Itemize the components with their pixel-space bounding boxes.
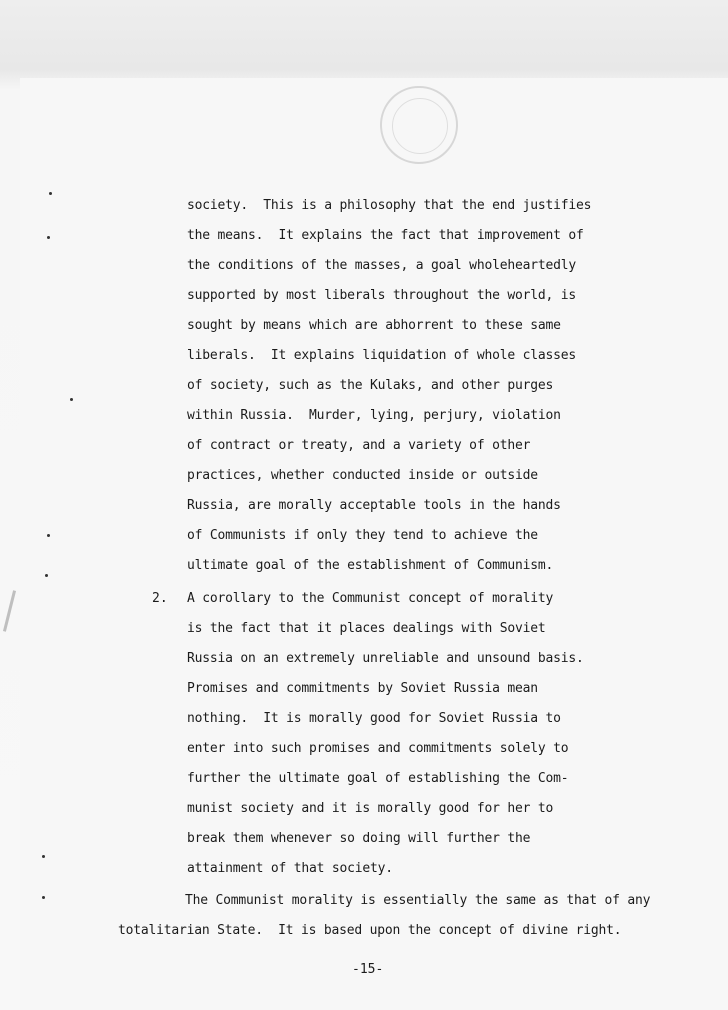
body-line: attainment of that society. [187, 861, 393, 876]
margin-mark [42, 896, 45, 899]
body-line: of contract or treaty, and a variety of other [187, 438, 531, 453]
body-line: further the ultimate goal of establishing the Com- [187, 771, 569, 786]
body-line: Russia, are morally acceptable tools in the hands [187, 498, 561, 513]
margin-mark [70, 398, 73, 401]
body-line: the conditions of the masses, a goal wholeheartedly [187, 258, 576, 273]
body-line: Russia on an extremely unreliable and unsound basis. [187, 651, 584, 666]
body-line: The Communist morality is essentially the same as that of any [185, 893, 651, 908]
archive-seal-stamp [380, 86, 458, 164]
margin-mark [47, 236, 50, 239]
body-line: break them whenever so doing will further the [187, 831, 531, 846]
list-item-number: 2. [152, 591, 168, 606]
body-line: Promises and commitments by Soviet Russia mean [187, 681, 538, 696]
body-line: of society, such as the Kulaks, and other purges [187, 378, 554, 393]
body-line: nothing. It is morally good for Soviet Russia to [187, 711, 561, 726]
body-line: society. This is a philosophy that the end justifies [187, 198, 592, 213]
body-line: A corollary to the Communist concept of morality [187, 591, 554, 606]
body-line: sought by means which are abhorrent to these same [187, 318, 561, 333]
page-number: -15- [352, 962, 384, 977]
body-line: ultimate goal of the establishment of Communism. [187, 558, 554, 573]
margin-mark [49, 192, 52, 195]
archive-seal-inner-ring [392, 98, 448, 154]
body-line: is the fact that it places dealings with Soviet [187, 621, 546, 636]
body-line: supported by most liberals throughout the world, is [187, 288, 576, 303]
margin-mark [42, 855, 45, 858]
body-line: the means. It explains the fact that improvement of [187, 228, 584, 243]
body-line: liberals. It explains liquidation of whole classes [187, 348, 576, 363]
body-line: of Communists if only they tend to achieve the [187, 528, 538, 543]
body-line: totalitarian State. It is based upon the concept of divine right. [118, 923, 622, 938]
body-line: munist society and it is morally good for her to [187, 801, 554, 816]
body-line: enter into such promises and commitments solely to [187, 741, 569, 756]
margin-mark [45, 574, 48, 577]
margin-mark [47, 534, 50, 537]
body-line: within Russia. Murder, lying, perjury, violation [187, 408, 561, 423]
body-line: practices, whether conducted inside or outside [187, 468, 538, 483]
